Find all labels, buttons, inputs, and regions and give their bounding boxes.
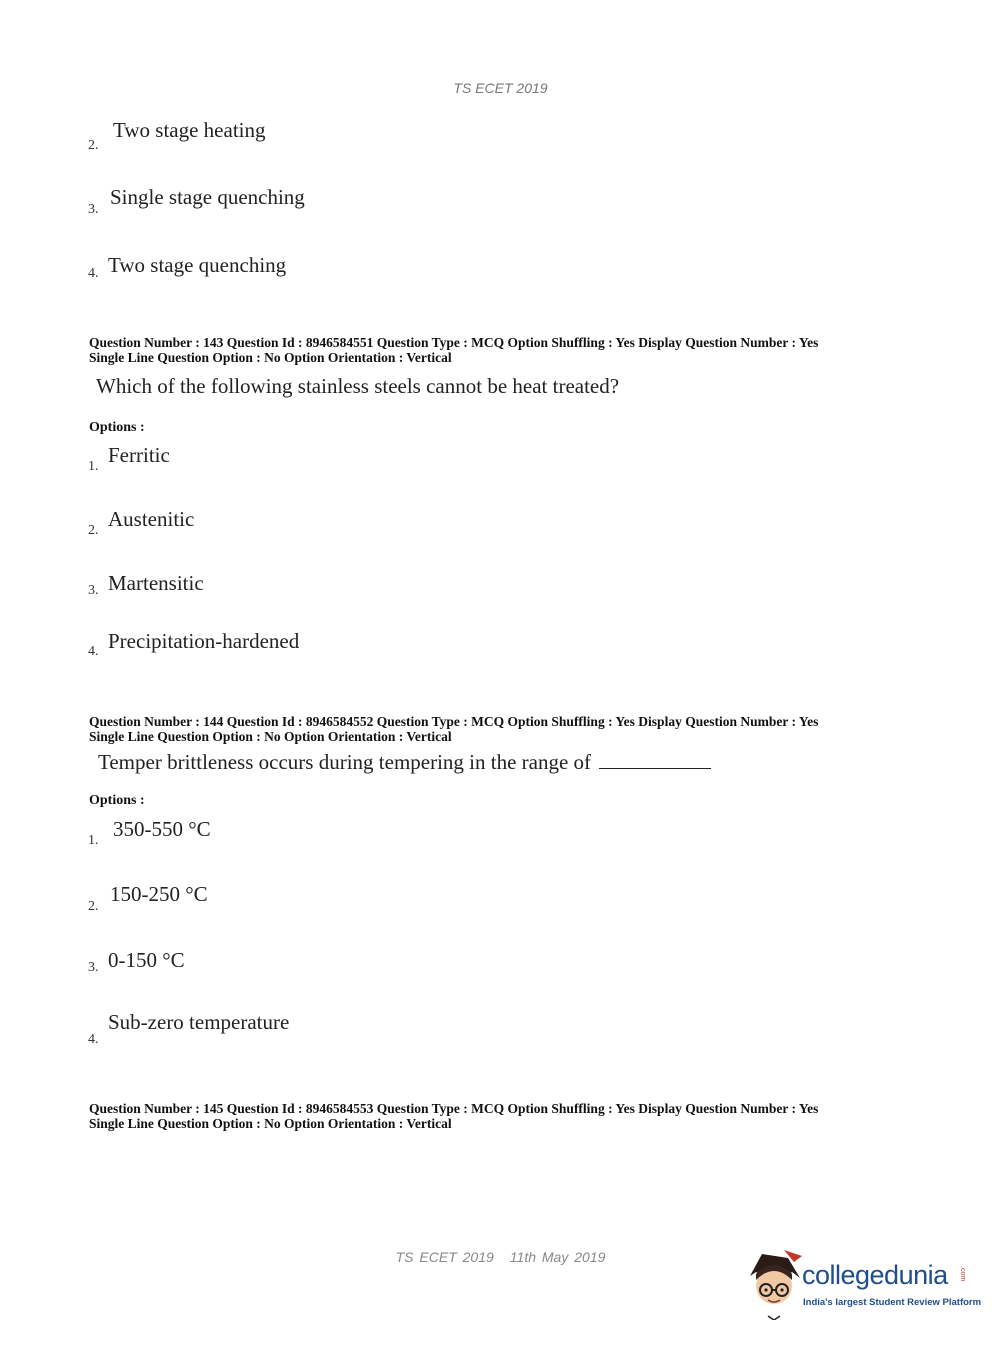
option-number: 3. (88, 960, 99, 975)
question-144-meta (89, 714, 909, 744)
option-number: 4. (88, 644, 99, 659)
meta-line: Question Number : 144 Question Id : 8946584552 Question Type : MCQ Option Shuffling : Yes Display Question Number : Yes (89, 714, 819, 729)
option-number: 2. (88, 523, 99, 538)
option-number: 4. (88, 266, 99, 281)
option-text: 150-250 °C (110, 882, 208, 906)
option-number: 3. (88, 583, 99, 598)
meta-line: Question Number : 143 Question Id : 8946584551 Question Type : MCQ Option Shuffling : Yes Display Question Number : Yes (89, 335, 819, 350)
option-text: 0-150 °C (108, 948, 185, 972)
option-text: Single stage quenching (110, 185, 305, 209)
mascot-icon (744, 1248, 804, 1320)
option-number: 4. (88, 1032, 99, 1047)
option-number: 1. (88, 459, 99, 474)
option-number: 3. (88, 202, 99, 217)
answer-blank (599, 754, 711, 769)
page-header: TS ECET 2019 (453, 80, 548, 96)
option-text: Austenitic (108, 507, 195, 531)
brand-suffix: .com (959, 1266, 966, 1282)
meta-line: Single Line Question Option : No Option Orientation : Vertical (89, 1116, 452, 1131)
brand-tagline: India's largest Student Review Platform (803, 1297, 982, 1308)
option-number: 2. (88, 899, 99, 914)
question-143-meta (89, 335, 909, 365)
meta-line: Single Line Question Option : No Option Orientation : Vertical (89, 729, 452, 744)
option-text: Two stage quenching (108, 253, 287, 277)
option-text: Ferritic (108, 443, 170, 467)
question-145-meta (89, 1101, 909, 1131)
footer-exam: TS ECET 2019 (395, 1249, 494, 1265)
option-text: Precipitation-hardened (108, 629, 300, 653)
footer-date: 11th May 2019 (509, 1249, 606, 1265)
option-text: Two stage heating (113, 118, 266, 142)
option-text: Martensitic (108, 571, 204, 595)
meta-line: Question Number : 145 Question Id : 8946584553 Question Type : MCQ Option Shuffling : Yes Display Question Number : Yes (89, 1101, 819, 1116)
option-text: 350-550 °C (113, 817, 211, 841)
question-144-text (98, 750, 711, 775)
option-text: Sub-zero temperature (108, 1010, 290, 1034)
question-text: Temper brittleness occurs during tempering in the range of (98, 750, 592, 774)
meta-line: Single Line Question Option : No Option Orientation : Vertical (89, 350, 452, 365)
brand-name: collegedunia (802, 1260, 948, 1290)
options-label: Options : (89, 420, 145, 435)
option-number: 2. (88, 138, 99, 153)
option-number: 1. (88, 833, 99, 848)
question-143-text: Which of the following stainless steels cannot be heat treated? (96, 374, 620, 398)
options-label: Options : (89, 793, 145, 808)
collegedunia-logo (744, 1248, 982, 1320)
